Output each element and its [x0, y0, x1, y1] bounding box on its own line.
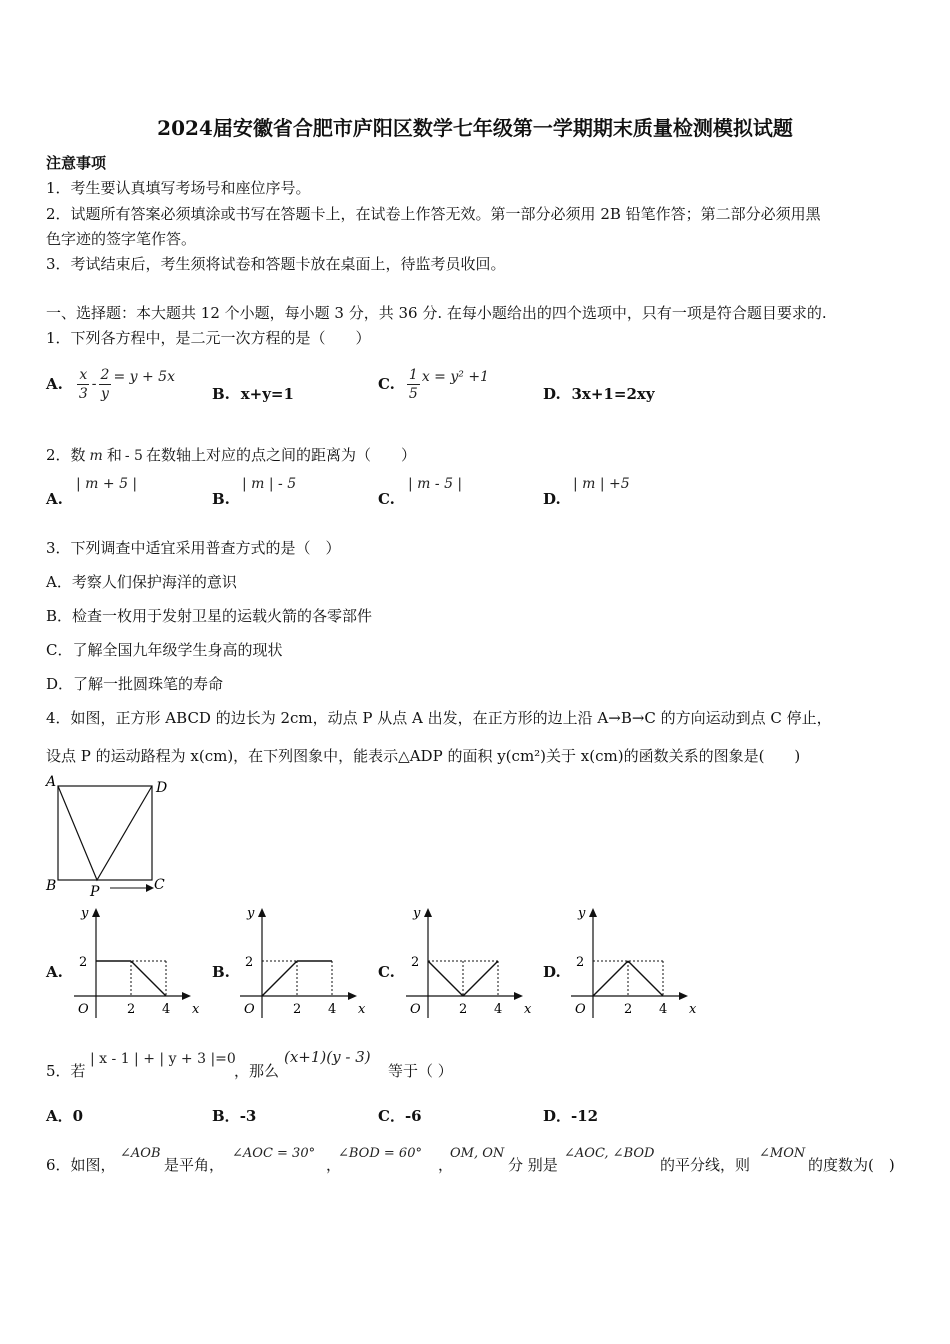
x-axis-arrow	[679, 992, 688, 1000]
function-graph	[565, 905, 715, 1025]
condition-expr: | x - 1 | + | y + 3 |=0	[90, 1051, 236, 1067]
variable-m: m	[89, 448, 103, 464]
y-axis-arrow	[589, 908, 597, 917]
option-expr: | m + 5 |	[76, 476, 138, 492]
q4-stem-line1: 4．如图，正方形 ABCD 的边长为 2cm，动点 P 从点 A 出发，在正方形的边上沿 A→B→C 的方向运动到点 C 停止，	[46, 709, 832, 727]
q4-stem-line2: 设点 P 的运动路程为 x(cm)，在下列图象中，能表示△ADP 的面积 y(cm²)关于 x(cm)的函数关系的图象是( )	[46, 747, 801, 765]
origin-label: O	[78, 1002, 89, 1017]
x-axis-label: x	[524, 1002, 532, 1017]
option-label: A.	[46, 490, 63, 508]
minus-sign: -	[91, 376, 97, 392]
option-label: D.	[543, 385, 561, 403]
notice-heading: 注意事项	[46, 154, 107, 172]
option-text: x+y=1	[240, 385, 294, 403]
q1-option-a	[46, 360, 175, 408]
function-graph	[400, 905, 550, 1025]
graph-segment	[428, 961, 463, 996]
x-tick-label: 2	[624, 1002, 633, 1017]
label-d: D	[156, 780, 168, 796]
graph-segment	[628, 961, 663, 996]
q5-option-d: D．-12	[543, 1107, 599, 1125]
neg-five: - 5	[124, 448, 143, 464]
q3-option: B．检查一枚用于发射卫星的运载火箭的各零部件	[46, 607, 373, 625]
option-label: B.	[212, 385, 230, 403]
fraction: $\frac{x}{3}$	[78, 366, 88, 402]
q3-option: A．考察人们保护海洋的意识	[46, 573, 237, 591]
q3-option: D．了解一批圆珠笔的寿命	[46, 675, 224, 693]
y-tick-label: 2	[576, 955, 585, 970]
q3-stem: 3．下列调查中适宜采用普查方式的是（ ）	[46, 539, 341, 557]
section-heading: 一、选择题：本大题共 12 个小题，每小题 3 分，共 36 分. 在每小题给出的四个选项中，只有一项是符合题目要求的.	[46, 304, 827, 322]
angles-aoc-bod: ∠AOC, ∠BOD	[564, 1146, 655, 1161]
origin-label: O	[575, 1002, 586, 1017]
y-axis-label: y	[81, 906, 89, 921]
x-tick-label: 4	[328, 1002, 337, 1017]
function-graph	[234, 905, 384, 1025]
equation-rest: = y + 5x	[113, 369, 175, 385]
x-tick-label: 2	[459, 1002, 468, 1017]
x-tick-label: 2	[127, 1002, 136, 1017]
graph-segment	[593, 961, 628, 996]
notice-item: 3．考试结束后，考生须将试卷和答题卡放在桌面上，待监考员收回。	[46, 255, 506, 273]
q2-options	[46, 476, 906, 510]
option-label: D.	[543, 490, 561, 508]
y-tick-label: 2	[245, 955, 254, 970]
y-tick-label: 2	[411, 955, 420, 970]
y-axis-label: y	[247, 906, 255, 921]
label-c: C	[154, 877, 165, 893]
fraction: $\frac{1}{5}$	[408, 366, 418, 402]
option-expr: | m - 5 |	[408, 476, 463, 492]
page-title: 2024届安徽省合肥市庐阳区数学七年级第一学期期末质量检测模拟试题	[157, 116, 793, 140]
option-label: A.	[46, 375, 63, 393]
arrow-head	[146, 884, 154, 892]
y-axis-arrow	[258, 908, 266, 917]
q1-option-c	[378, 360, 489, 408]
graph-option-label: A.	[46, 963, 63, 981]
function-graph	[68, 905, 218, 1025]
label-a: A	[46, 774, 57, 790]
q1-option-d	[543, 385, 655, 403]
equation-rest: x = y² +1	[421, 369, 489, 385]
x-axis-arrow	[514, 992, 523, 1000]
graph-option-label: D.	[543, 963, 561, 981]
x-axis-label: x	[192, 1002, 200, 1017]
origin-label: O	[244, 1002, 255, 1017]
option-expr: | m | - 5	[242, 476, 297, 492]
y-tick-label: 2	[79, 955, 88, 970]
x-axis-arrow	[348, 992, 357, 1000]
notice-item: 2．试题所有答案必须填涂或书写在答题卡上，在试卷上作答无效。第一部分必须用 2B 铅笔作答；第二部分必须用黑	[46, 205, 821, 223]
q5-option-b: B．-3	[212, 1107, 257, 1125]
notice-item: 色字迹的签字笔作答。	[46, 230, 197, 248]
x-tick-label: 4	[162, 1002, 171, 1017]
y-axis-arrow	[92, 908, 100, 917]
y-axis-arrow	[424, 908, 432, 917]
option-label: C.	[378, 490, 395, 508]
q1-stem: 1．下列各方程中，是二元一次方程的是（ ）	[46, 329, 371, 347]
q3-option: C．了解全国九年级学生身高的现状	[46, 641, 283, 659]
triangle-adp	[58, 786, 152, 880]
graph-segment	[262, 961, 297, 996]
origin-label: O	[410, 1002, 421, 1017]
q5-option-a: A．0	[46, 1107, 84, 1125]
fraction: $\frac{2}{y}$	[100, 366, 110, 402]
notice-item: 1．考生要认真填写考场号和座位序号。	[46, 179, 311, 197]
option-label: C.	[378, 375, 395, 393]
angle-aoc: ∠AOC = 30°	[232, 1146, 316, 1161]
square-figure	[40, 772, 190, 902]
angle-bod: ∠BOD = 60°	[338, 1146, 422, 1161]
option-label: B.	[212, 490, 230, 508]
product-expr: (x+1)(y - 3)	[284, 1048, 371, 1066]
graph-segment	[463, 961, 498, 996]
graph-segment	[131, 961, 166, 996]
x-tick-label: 2	[293, 1002, 302, 1017]
option-text: 3x+1=2xy	[571, 385, 655, 403]
x-axis-label: x	[358, 1002, 366, 1017]
graph-option-label: C.	[378, 963, 395, 981]
angle-mon: ∠MON	[759, 1146, 806, 1161]
x-axis-label: x	[689, 1002, 697, 1017]
q2-stem: 2．数 m 和 - 5 在数轴上对应的点之间的距离为（ ）	[46, 446, 416, 464]
option-expr: | m | +5	[573, 476, 630, 492]
q5-option-c: C．-6	[378, 1107, 422, 1125]
x-tick-label: 4	[494, 1002, 503, 1017]
q1-option-b	[212, 385, 294, 403]
y-axis-label: y	[578, 906, 586, 921]
label-p: P	[90, 884, 100, 900]
x-tick-label: 4	[659, 1002, 668, 1017]
rays-om-on: OM, ON	[450, 1146, 505, 1161]
label-b: B	[46, 878, 57, 894]
graph-option-label: B.	[212, 963, 230, 981]
angle-aob: ∠AOB	[120, 1146, 161, 1161]
q6-stem: 6．如图， ∠AOB 是平角， ∠AOC = 30° ， ∠BOD = 60° ， OM, ON 分 别是 ∠AOC, ∠BOD 的平分线，则 ∠MON 的度数为( )	[46, 1146, 895, 1174]
y-axis-label: y	[413, 906, 421, 921]
x-axis-arrow	[182, 992, 191, 1000]
